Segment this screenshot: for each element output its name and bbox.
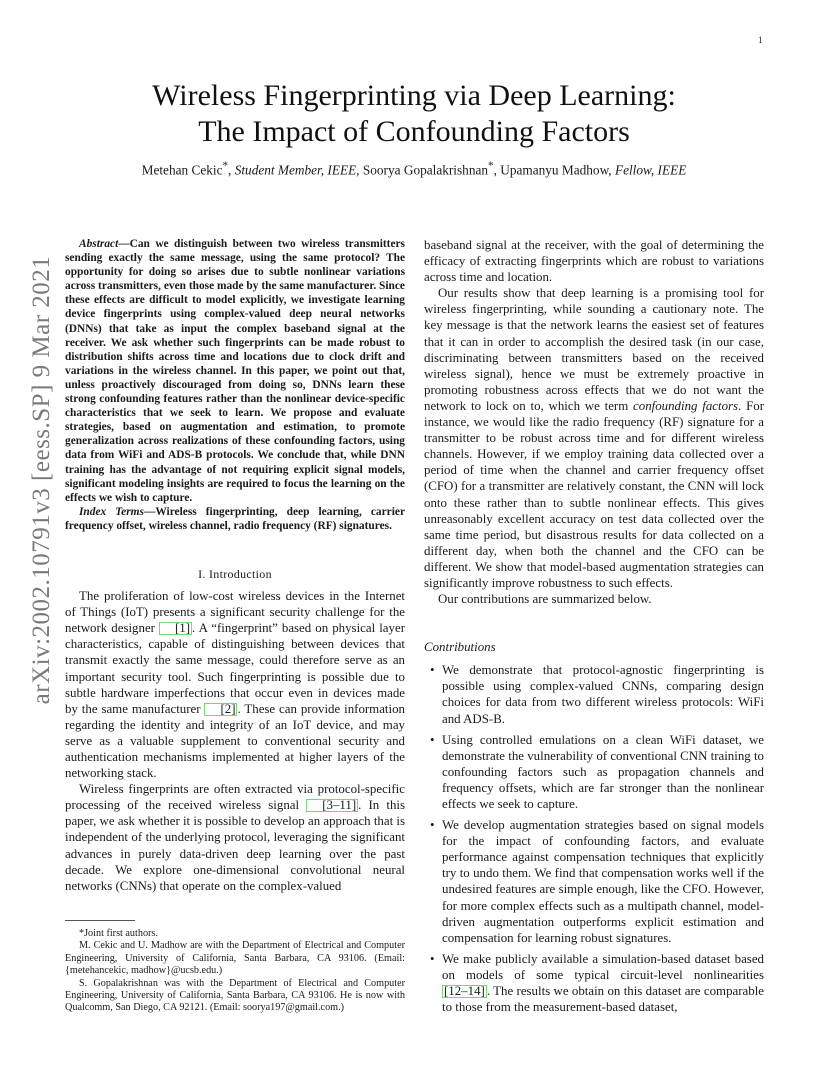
list-item: • We develop augmentation strategies based on signal models for the impact of confounding factors, and evaluate performance against compensation techniques that explicitly try to undo them. We find that compensation works well if the undesired features are simple enough, like the CFO. However, for more complex effects such as a multipath channel, model-driven augmentation outperforms explicit estimation and compensation for learning robust signatures. — [430, 818, 764, 945]
citation-link[interactable]: [2] — [204, 703, 237, 716]
author-1-role: Student Member, IEEE, — [234, 162, 360, 178]
list-item: • Using controlled emulations on a clean WiFi dataset, we demonstrate the vulnerability of conventional CNN training to confounding factors such as propagation channels and frequency offsets, which are far stronger than the nonlinear effects we seek to capture. — [430, 732, 764, 811]
author-1: Metehan Cekic — [141, 162, 223, 178]
abstract-lead: Abstract — [79, 238, 119, 250]
abstract-text: —Can we distinguish between two wireless transmitters sending exactly the same message, using the same protocol? The opportunity for doing so arises due to subtle nonlinear variations across transmitters, even those made by the same manufacturer. Since these effects are difficult to model explicitly, we investigate learning device fingerprints using complex-valued deep neural networks (DNNs) that take as input the complex baseband signal at the receiver. We ask whether such fingerprints can be made robust to distribution shifts across time and locations due to clock drift and variations in the wireless channel. In this paper, we point out that, unless proactively discouraged from doing so, DNNs learn these strong confounding features rather than the nonlinear device-specific characteristics that we seek to learn. We propose and evaluate strategies, based on augmentation and estimation, to promote generalization across realizations of these confounding factors, using data from WiFi and ADS-B protocols. We conclude that, while DNN training has the advantage of not requiring explicit signal models, significant modeling insights are required to focus the learning on the effects we wish to capture. — [65, 238, 405, 504]
footnote-affiliation-1: M. Cekic and U. Madhow are with the Department of Electrical and Computer Engineering, University of California, Santa Barbara, CA 93106. (Email:{metehancekic, madhow}@ucsb.edu.) — [65, 940, 405, 977]
paper-title — [0, 78, 828, 150]
citation-link[interactable]: [3–11] — [306, 799, 358, 812]
page-number: 1 — [758, 35, 763, 45]
list-item: • We demonstrate that protocol-agnostic fingerprinting is possible using complex-valued CNNs, comparing design choices for data from two different wireless protocols: WiFi and ADS-B. — [430, 663, 764, 726]
index-terms-text: —Wireless fingerprinting, deep learning, carrier frequency offset, wireless channel, radio frequency (RF) signatures. — [65, 505, 405, 532]
section-heading-introduction: I. Introduction — [198, 566, 272, 581]
contributions-heading: Contributions — [424, 640, 496, 655]
author-3: Upamanyu Madhow, — [500, 162, 612, 178]
intro-paragraph-4: Our contributions are summarized below. — [438, 592, 652, 607]
citation-link[interactable]: [12–14] — [444, 984, 485, 999]
right-column — [424, 237, 764, 1020]
list-item: • We make publicly available a simulation-based dataset based on models of some typical circuit-level nonlinearities [12–14] . The results we obtain on this dataset are comparable to those from the measurement-based dataset, — [430, 951, 764, 1015]
intro-paragraph-2: Wireless fingerprints are often extracted via protocol-specific processing of the received wireless signal [3–11] . In this paper, we ask whether it is possible to develop an approach that is independent of the underlying protocol, leveraging the significant advances in purely data-driven deep learning over the past decade. We explore one-dimensional convolutional neural networks (CNNs) that operate on the complex-valued — [65, 782, 405, 893]
title-line-2: The Impact of Confounding Factors — [198, 115, 630, 148]
bullet-icon: • — [430, 951, 435, 966]
bullet-icon: • — [430, 732, 435, 747]
author-3-role: Fellow, IEEE — [614, 162, 687, 178]
left-column — [65, 237, 405, 894]
contributions-list — [424, 662, 764, 1015]
footnote-joint-authors: *Joint first authors. — [79, 928, 158, 939]
footnote-rule — [65, 920, 135, 921]
index-terms-lead: Index Terms — [79, 505, 144, 518]
author-list: Metehan Cekic*, Student Member, IEEE, Soorya Gopalakrishnan*, Upamanyu Madhow, Fellow, IEEE — [141, 160, 687, 178]
bullet-icon: • — [430, 663, 435, 678]
bullet-icon: • — [430, 818, 435, 833]
footnotes — [65, 928, 405, 1015]
author-2: Soorya Gopalakrishnan — [362, 162, 489, 178]
index-terms — [65, 505, 405, 533]
title-line-1: Wireless Fingerprinting via Deep Learning: — [152, 79, 676, 112]
intro-paragraph-3: Our results show that deep learning is a promising tool for wireless fingerprinting, while sounding a cautionary note. The key message is that the network learns the easiest set of features that it can in order to accomplish the desired task (in our case, discriminating between transmitters based on the received wireless signal), hence we must be extremely proactive in promoting robustness across effects that we do not want the network to lock on to, which we term confounding factors. For instance, we would like the radio frequency (RF) signature for a transmitter to be robust across time and for different wireless channels. However, if we employ training data collected over a period of time when the channel and carrier frequency offset (CFO) for a transmitter are relatively constant, the CNN will lock onto these rather than to subtle nonlinear effects. This gives unreasonably excellent accuracy on test data collected over the same time period, but disastrous results for data collected on a different day, when both the channel and the CFO can be different. We show that model-based augmentation strategies can significantly improve robustness to such effects. — [424, 286, 764, 590]
intro-paragraph-1: The proliferation of low-cost wireless devices in the Internet of Things (IoT) presents a significant security challenge for the network designer [1] . A “fingerprint” based on physical layer characteristics, capable of distinguishing between devices that transmit exactly the same message, could therefore serve as an important security tool. Such fingerprinting is possible due to subtle hardware imperfections that occur even in devices made by the same manufacturer [2] . These can provide information regarding the identity and integrity of an IoT device, and may serve as a valuable supplement to conventional security and authentication mechanisms implemented at higher layers of the networking stack. — [65, 589, 405, 781]
arxiv-identifier-stamp: arXiv:2002.10791v3 [eess.SP] 9 Mar 2021 — [28, 255, 55, 705]
footnote-affiliation-2: S. Gopalakrishnan was with the Department of Electrical and Computer Engineering, University of California, Santa Barbara, CA 93106. He is now with Qualcomm, San Diego, CA 92121. (Email: soorya197@gmail.com.) — [65, 977, 405, 1014]
abstract — [65, 237, 405, 505]
citation-link[interactable]: [1] — [159, 622, 192, 635]
intro-paragraph-continued: baseband signal at the receiver, with the goal of determining the efficacy of extracting fingerprints which are robust to variations across time and location. — [424, 238, 764, 285]
emphasis-confounding-factors: confounding factors — [633, 398, 739, 413]
